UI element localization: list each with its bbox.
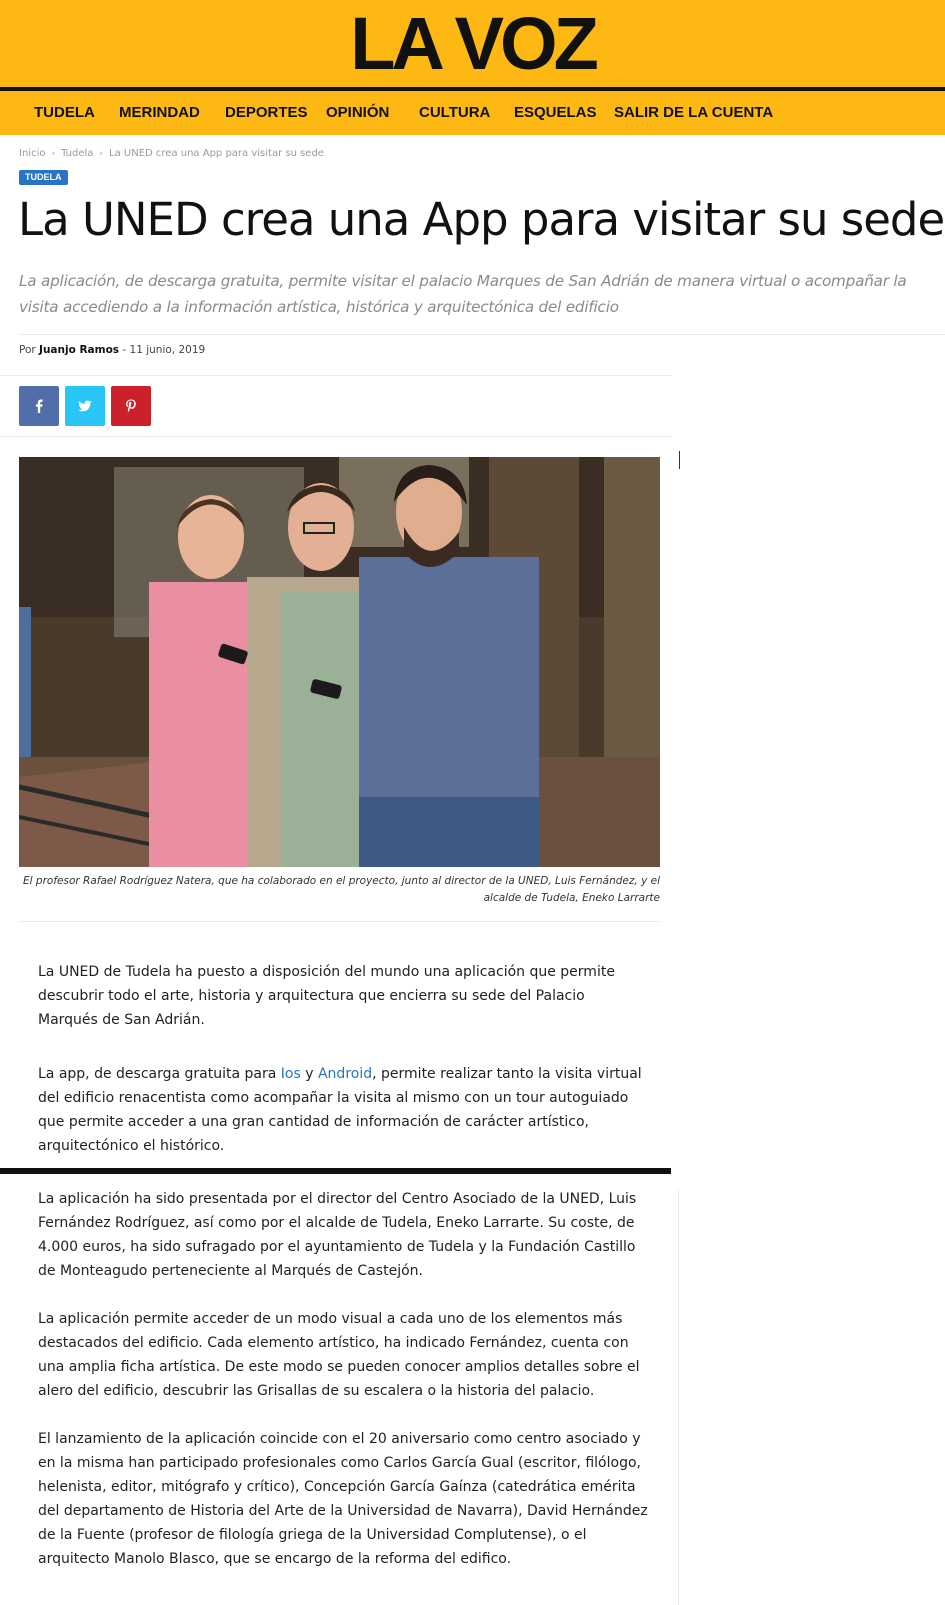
divider (0, 436, 671, 437)
publish-date: 11 junio, 2019 (129, 344, 206, 356)
paragraph-text: La app, de descarga gratuita para (38, 1066, 277, 1082)
nav-item-cultura[interactable]: CULTURA (419, 104, 491, 121)
nav-item-deportes[interactable]: DEPORTES (225, 104, 308, 121)
author-link[interactable]: Juanjo Ramos (39, 344, 120, 356)
site-header (0, 0, 945, 87)
breadcrumb-separator: › (99, 149, 104, 159)
nav-item-esquelas[interactable]: ESQUELAS (514, 104, 597, 121)
twitter-icon (78, 399, 92, 413)
ios-link[interactable]: Ios (280, 1066, 301, 1082)
breadcrumb-home[interactable]: Inicio (19, 148, 46, 159)
pinterest-share-button[interactable] (111, 386, 151, 426)
section-bar (0, 1168, 671, 1174)
android-link[interactable]: Android (317, 1066, 373, 1082)
date-separator: - (122, 344, 127, 356)
article-paragraph: El lanzamiento de la aplicación coincide con el 20 aniversario como centro asociado y en la misma han participado profesionales como Carlos García Gual (escritor, filólogo, helenista, editor, mitógrafo y crítico), Concepción García Gaínza (catedrática emérita del departamento de Historia del Arte de la Universidad de Navarra), David Hernández de la Fuente (profesor de filología griega de la Universidad Complutense), o el arquitecto Manolo Blasco, que se encargo de la reforma del edifico. (38, 1431, 648, 1567)
article-paragraph: La aplicación ha sido presentada por el director del Centro Asociado de la UNED, Luis Fernández Rodríguez, así como por el alcalde de Tudela, Eneko Larrarte. Su coste, de 4.000 euros, ha sido sufragado por el ayuntamiento de Tudela y la Fundación Castillo de Monteagudo perteneciente al Marqués de Castejón. (38, 1191, 637, 1279)
photo-caption: El profesor Rafael Rodríguez Natera, que ha colaborado en el proyecto, junto al director de la UNED, Luis Fernández, y el alcalde de Tudela, Eneko Larrarte (23, 875, 660, 904)
nav-item-tudela[interactable]: TUDELA (34, 104, 95, 121)
twitter-share-button[interactable] (65, 386, 105, 426)
article-photo[interactable] (19, 457, 660, 867)
byline-prefix: Por (19, 344, 36, 356)
sidebar-divider (678, 1190, 679, 1605)
breadcrumb (19, 148, 324, 159)
breadcrumb-separator: › (51, 149, 56, 159)
pinterest-icon (124, 399, 138, 413)
category-badge[interactable]: TUDELA (19, 170, 68, 185)
facebook-icon (32, 399, 46, 413)
text-cursor (679, 451, 680, 469)
paragraph-text: , permite realizar tanto la visita virtual del edificio renacentista como acompañar la visita al mismo con un tour autoguiado que permite acceder a una gran cantidad de información de carácter artístico, arquitectónico el histórico. (38, 1066, 642, 1154)
breadcrumb-category[interactable]: Tudela (61, 148, 94, 159)
divider (19, 334, 945, 335)
article-paragraph: La aplicación permite acceder de un modo visual a cada uno de los elementos más destacados del edificio. Cada elemento artístico, ha indicado Fernández, cuenta con una amplia ficha artística. De este modo se pueden conocer amplios detalles sobre el alero del edificio, descubrir las Grisallas de su escalera o la historia del palacio. (38, 1311, 640, 1399)
article-subtitle: La aplicación, de descarga gratuita, permite visitar el palacio Marques de San Adrián de manera virtual o acompañar la visita accediendo a la información artística, histórica y arquitectónica del edificio (19, 272, 907, 316)
main-nav (0, 91, 945, 135)
byline (19, 344, 205, 356)
divider (0, 375, 671, 376)
nav-item-opinion[interactable]: OPINIÓN (326, 104, 390, 121)
divider (19, 921, 660, 922)
breadcrumb-current[interactable]: La UNED crea una App para visitar su sede (109, 148, 324, 159)
article-paragraph: La UNED de Tudela ha puesto a disposición del mundo una aplicación que permite descubrir todo el arte, historia y arquitectura que encierra su sede del Palacio Marqués de San Adrián. (38, 964, 615, 1028)
site-logo[interactable]: LA VOZ (350, 2, 595, 85)
article-title: La UNED crea una App para visitar su sede (18, 193, 945, 246)
paragraph-text: y (305, 1066, 314, 1082)
facebook-share-button[interactable] (19, 386, 59, 426)
article-photo-illustration (19, 457, 660, 867)
nav-item-merindad[interactable]: MERINDAD (119, 104, 200, 121)
article-paragraph (38, 1062, 648, 1158)
nav-item-salir[interactable]: SALIR DE LA CUENTA (614, 104, 774, 121)
